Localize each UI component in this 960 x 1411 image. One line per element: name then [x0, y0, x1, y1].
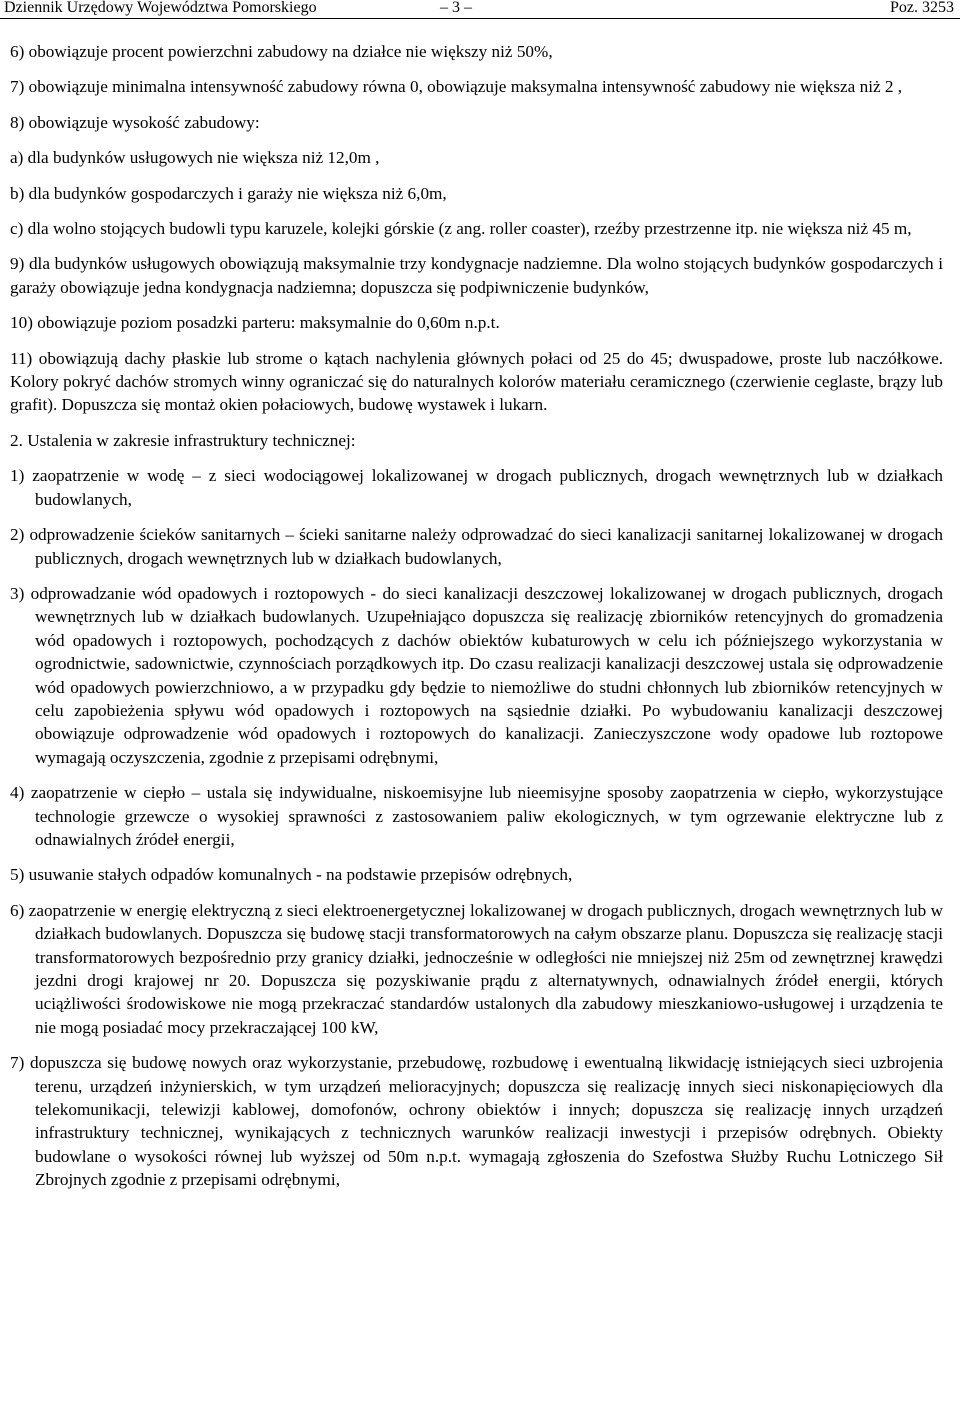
- infra-water: 1) zaopatrzenie w wodę – z sieci wodociągowej lokalizowanej w drogach publicznych, drogach wewnętrznych lub w działkach budowlanych,: [10, 466, 943, 509]
- infra-waste: 5) usuwanie stałych odpadów komunalnych - na podstawie przepisów odrębnych,: [10, 865, 573, 885]
- position-number: Poz. 3253: [890, 0, 954, 16]
- journal-title: Dziennik Urzędowy Województwa Pomorskiego: [4, 0, 317, 16]
- paragraph-10: 10) obowiązuje poziom posadzki parteru: maksymalnie do 0,60m n.p.t.: [10, 313, 500, 333]
- paragraph-6: 6) obowiązuje procent powierzchni zabudowy na działce nie większy niż 50%,: [10, 42, 553, 61]
- page-header: [0, 0, 960, 20]
- infra-sewage: 2) odprowadzenie ścieków sanitarnych – ścieki sanitarne należy odprowadzać do sieci kanalizacji sanitarnej lokalizowanej w drogach publicznych, drogach wewnętrznych lub w działkach budowlanych,: [10, 525, 943, 568]
- paragraph-8c: c) dla wolno stojących budowli typu karuzele, kolejki górskie (z ang. roller coaster), rzeźby przestrzenne itp. nie większa niż 45 m,: [10, 219, 912, 239]
- infra-networks: 7) dopuszcza się budowę nowych oraz wykorzystanie, przebudowę, rozbudowę i ewentualną likwidację istniejących sieci uzbrojenia terenu, urządzeń inżynierskich, w tym urządzeń melioracyjnych; dopuszcza się realizację innych sieci niskonapięciowych dla telekomunikacji, telewizji kablowej, domofonów, ochrony obiektów i innych; dopuszcza się realizację innych urządzeń infrastruktury technicznej, wynikających z technicznych warunków realizacji inwestycji i przepisów odrębnych. Obiekty budowlane o wysokości równej lub wyższej od 50m n.p.t. wymagają zgłoszenia do Szefostwa Służby Ruchu Lotniczego Sił Zbrojnych zgodnie z przepisami odrębnymi,: [10, 1053, 943, 1190]
- paragraph-11: 11) obowiązują dachy płaskie lub strome o kątach nachylenia głównych połaci od 25 do 45; dwuspadowe, proste lub naczółkowe. Kolory pokryć dachów stromych winny ograniczać się do naturalnych kolorów materiału ceramicznego (czerwienie ceglaste, brązy lub grafit). Dopuszcza się montaż okien połaciowych, budowę wystawek i lukarn.: [10, 348, 943, 415]
- paragraph-8: 8) obowiązuje wysokość zabudowy:: [10, 112, 260, 132]
- header-divider: [0, 18, 960, 19]
- paragraph-9: 9) dla budynków usługowych obowiązują maksymalnie trzy kondygnacje nadziemne. Dla wolno stojących budynków gospodarczych i garaży obowiązuje jedna kondygnacja nadziemna; dopuszcza się podpiwniczenie budynków,: [10, 254, 943, 297]
- paragraph-8a: a) dla budynków usługowych nie większa niż 12,0m ,: [10, 148, 380, 168]
- paragraph-8b: b) dla budynków gospodarczych i garaży nie większa niż 6,0m,: [10, 183, 447, 203]
- section-2-heading: 2. Ustalenia w zakresie infrastruktury technicznej:: [10, 430, 356, 450]
- infra-electricity: 6) zaopatrzenie w energię elektryczną z sieci elektroenergetycznej lokalizowanej w drogach publicznych, drogach wewnętrznych lub w działkach budowlanych. Dopuszcza się budowę stacji transformatorowych na całym obszarze planu. Dopuszcza się realizację stacji transformatorowych bezpośrednio przy granicy działki, jednocześnie w odległości nie mniejszej niż 25m od zewnętrznej krawędzi jezdni drogi krajowej nr 20. Dopuszcza się pozyskiwanie prądu z alternatywnych, odnawialnych źródeł energii, których uciążliwości środowiskowe nie mogą przekraczać standardów ustalonych dla zabudowy mieszkaniowo-usługowej i urządzenia te nie mogą posiadać mocy przekraczającej 100 kW,: [10, 900, 943, 1037]
- document-body: [10, 40, 943, 1204]
- page-number: – 3 –: [440, 0, 472, 16]
- infra-stormwater: 3) odprowadzanie wód opadowych i roztopowych - do sieci kanalizacji deszczowej lokalizowanej w drogach publicznych, drogach wewnętrznych lub w działkach budowlanych. Uzupełniająco dopuszcza się realizację zbiorników retencyjnych do gromadzenia wód opadowych i roztopowych, pochodzących z dachów obiektów kubaturowych w celu ich późniejszego wykorzystania w ogrodnictwie, sadownictwie, czynnościach porządkowych itp. Do czasu realizacji kanalizacji deszczowej ustala się odprowadzenie wód opadowych powierzchniowo, a w przypadku gdy będzie to niemożliwe do studni chłonnych lub zbiorników retencyjnych w celu zapobieżenia spływu wód opadowych i roztopowych na sąsiednie działki. Po wybudowaniu kanalizacji deszczowej obowiązuje odprowadzenie wód opadowych i roztopowych do kanalizacji. Zanieczyszczone wody opadowe lub roztopowe wymagają oczyszczenia, zgodnie z przepisami odrębnymi,: [10, 583, 943, 767]
- paragraph-7: 7) obowiązuje minimalna intensywność zabudowy równa 0, obowiązuje maksymalna intensywność zabudowy nie większa niż 2 ,: [10, 77, 903, 97]
- infra-heat: 4) zaopatrzenie w ciepło – ustala się indywidualne, niskoemisyjne lub nieemisyjne sposoby zaopatrzenia w ciepło, wykorzystujące technologie grzewcze o wysokiej sprawności z zastosowaniem paliw ekologicznych, w tym ogrzewanie elektryczne lub z odnawialnych źródeł energii,: [10, 783, 943, 849]
